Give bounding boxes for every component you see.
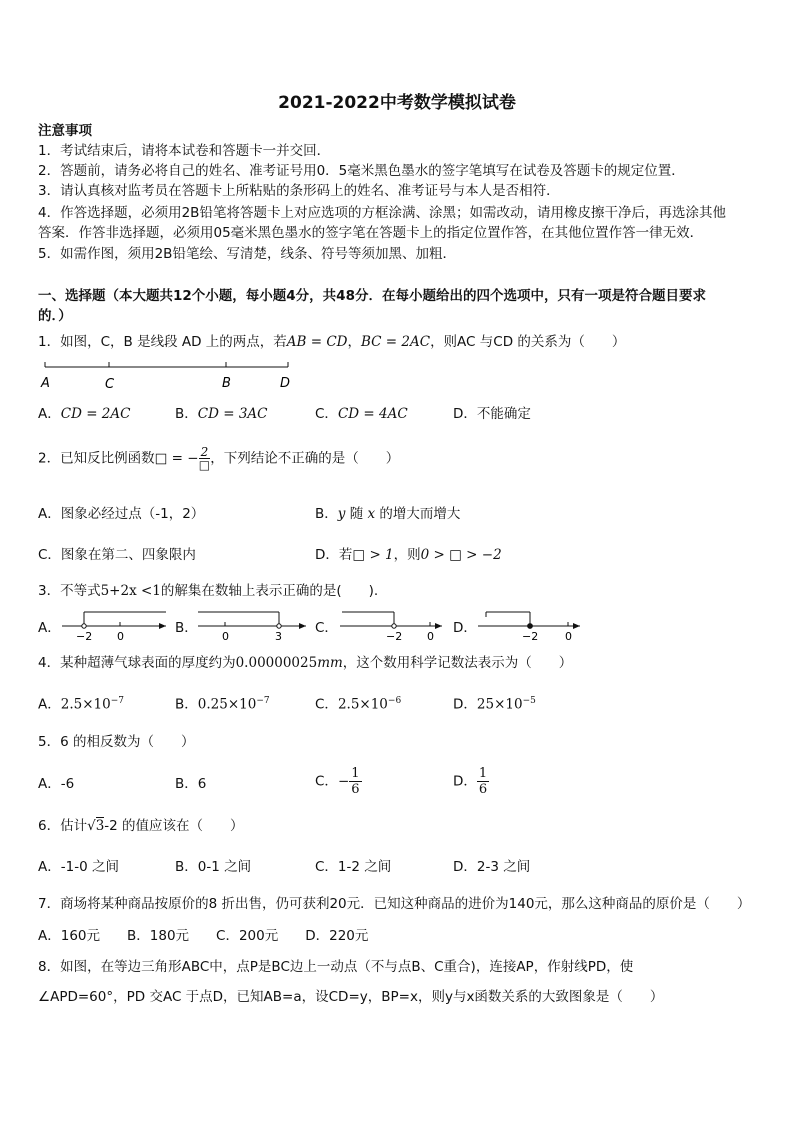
question-8-stem: 8．如图，在等边三角形ABC中，点P是BC边上一动点（不与点B、C重合)，连接AP，作射线PD，使 xyxy=(38,959,634,975)
fraction: $\frac{2}{□}$ xyxy=(198,445,211,472)
section-heading-cont: 的．） xyxy=(38,308,72,324)
option-c: C．1-2 之间 xyxy=(315,859,392,875)
option-c: C．CD = 4AC xyxy=(315,406,408,422)
option-a: A．图象必经过点（-1，2） xyxy=(38,506,205,522)
option-a: A．-6 xyxy=(38,776,75,792)
svg-text:−2: −2 xyxy=(522,630,539,643)
notice-item: 1．考试结束后，请将本试卷和答题卡一并交回． xyxy=(38,143,331,159)
notice-item: 5．如需作图，须用2B铅笔绘、写清楚，线条、符号等须加黑、加粗． xyxy=(38,246,456,262)
segment-figure xyxy=(38,357,298,393)
question-5-stem: 5．6 的相反数为（ ） xyxy=(38,734,195,750)
notice-item: 答案．作答非选择题，必须用05毫米黑色墨水的签字笔在答题卡上的指定位置作答，在其他位置作答一律无效． xyxy=(38,225,704,241)
point-label: D xyxy=(280,376,291,391)
svg-text:−2: −2 xyxy=(76,630,93,643)
notice-item: 3．请认真核对监考员在答题卡上所粘贴的条形码上的姓名、准考证号与本人是否相符． xyxy=(38,183,560,199)
option-c: C． xyxy=(315,620,338,636)
option-d: D．2-3 之间 xyxy=(453,859,531,875)
number-line-c xyxy=(340,608,446,644)
number-line-d xyxy=(478,608,584,644)
question-3-stem: 3．不等式5+2x <1的解集在数轴上表示正确的是( ). xyxy=(38,583,379,599)
option-c: C．$2.5\times 10^{-6}$ xyxy=(315,696,402,713)
svg-text:0: 0 xyxy=(427,630,434,643)
question-1-stem: 1．如图，C，B 是线段 AD 上的两点，若AB = CD，BC = 2AC，则AC 与CD 的关系为（ ） xyxy=(38,334,626,350)
option-a: A．CD = 2AC xyxy=(38,406,131,422)
option-d: D．$25\times 10^{-5}$ xyxy=(453,696,536,713)
svg-text:0: 0 xyxy=(565,630,572,643)
option-b: B．$0.25\times 10^{-7}$ xyxy=(175,696,270,713)
option-a: A．-1-0 之间 xyxy=(38,859,119,875)
sqrt-symbol: √ xyxy=(87,818,96,834)
option-c: C．− $\frac{1}{6}$ xyxy=(315,766,360,797)
question-2-stem: 2．已知反比例函数□ = − $\frac{2}{□}$ ，下列结论不正确的是（ ） xyxy=(38,445,400,472)
option-b: B．y 随 x 的增大而增大 xyxy=(315,506,461,522)
option-c: C．图象在第二、四象限内 xyxy=(38,547,196,563)
option-d: D．若□ > 1，则0 > □ > −2 xyxy=(315,547,502,563)
option-d: D．不能确定 xyxy=(453,406,531,422)
question-8-stem-cont: ∠APD=60°，PD 交AC 于点D，已知AB=a，设CD=y，BP=x，则y与x函数关系的大致图象是（ ） xyxy=(38,989,664,1005)
section-heading: 一、选择题（本大题共12个小题，每小题4分，共48分．在每小题给出的四个选项中，只有一项是符合题目要求 xyxy=(38,288,706,304)
svg-text:3: 3 xyxy=(275,630,282,643)
option-b: B．0-1 之间 xyxy=(175,859,252,875)
point-label: A xyxy=(41,376,50,391)
notice-item: 4．作答选择题，必须用2B铅笔将答题卡上对应选项的方框涂满、涂黑；如需改动，请用橡皮擦干净后，再选涂其他 xyxy=(38,205,726,221)
svg-text:0: 0 xyxy=(117,630,124,643)
question-7-options: A．160元 B．180元 C．200元 D．220元 xyxy=(38,928,369,944)
option-d: D． xyxy=(453,620,477,636)
question-7-stem: 7．商场将某种商品按原价的8 折出售，仍可获利20元．已知这种商品的进价为140元，那么这种商品的原价是（ ） xyxy=(38,896,751,912)
option-b: B．6 xyxy=(175,776,207,792)
option-b: B．CD = 3AC xyxy=(175,406,268,422)
svg-text:−2: −2 xyxy=(386,630,403,643)
option-a: A． xyxy=(38,620,61,636)
svg-text:0: 0 xyxy=(222,630,229,643)
notice-heading: 注意事项 xyxy=(38,123,92,139)
page-title: 2021-2022中考数学模拟试卷 xyxy=(278,93,516,113)
notice-item: 2．答题前，请务必将自己的姓名、准考证号用0．5毫米黑色墨水的签字笔填写在试卷及答题卡的规定位置． xyxy=(38,163,685,179)
number-line-b xyxy=(198,608,310,644)
question-4-stem: 4．某种超薄气球表面的厚度约为0.00000025mm，这个数用科学记数法表示为（ ） xyxy=(38,655,573,671)
point-label: B xyxy=(222,376,231,391)
number-line-a xyxy=(62,608,172,644)
option-a: A．$2.5\times 10^{-7}$ xyxy=(38,696,124,713)
point-label: C xyxy=(105,377,115,392)
option-b: B． xyxy=(175,620,198,636)
option-d: D． $\frac{1}{6}$ xyxy=(453,766,488,797)
question-6-stem: 6．估计√3-2 的值应该在（ ） xyxy=(38,818,244,834)
